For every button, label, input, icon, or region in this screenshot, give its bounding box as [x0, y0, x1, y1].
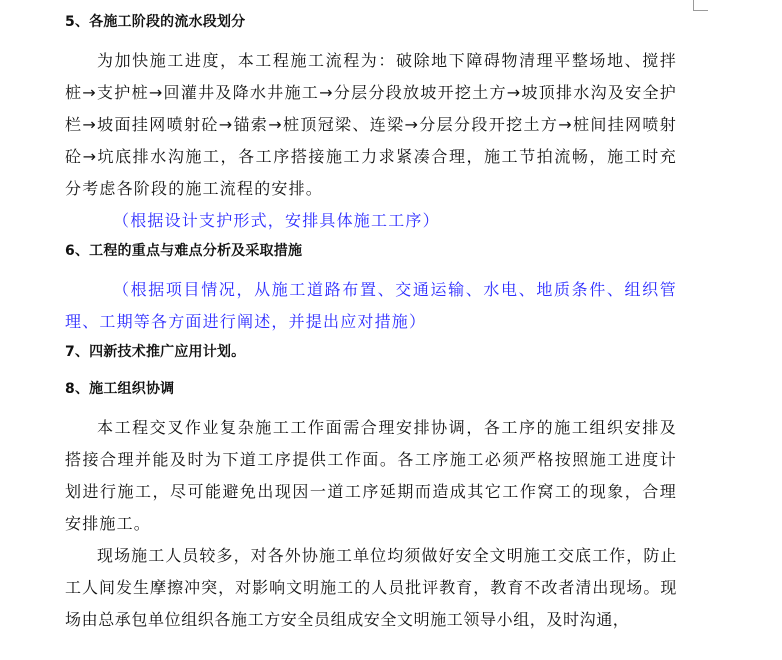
section-8-heading: 8、施工组织协调: [65, 381, 175, 397]
section-5-paragraph: 为加快施工进度，本工程施工流程为：破除地下障碍物清理平整场地、搅拌桩→支护桩→回灌井及降水井施工→分层分段放坡开挖土方→坡顶排水沟及安全护栏→坡面挂网喷射砼→锚索→桩顶冠梁、连梁→分层分段开挖土方→桩间挂网喷射砼→坑底排水沟施工，各工序搭接施工力求紧凑合理，施工节拍流畅，施工时充分考虑各阶段的施工流程的安排。: [65, 51, 677, 198]
section-7-heading: 7、四新技术推广应用计划。: [65, 344, 246, 360]
section-8-paragraph-1: 本工程交叉作业复杂施工工作面需合理安排协调，各工序的施工组织安排及搭接合理并能及时为下道工序提供工作面。各工序施工必须严格按照施工进度计划进行施工，尽可能避免出现因一道工序延期而造成其它工作窝工的现象，合理安排施工。: [65, 418, 677, 533]
document-body: [65, 8, 677, 636]
section-6-note: （根据项目情况，从施工道路布置、交通运输、水电、地质条件、组织管理、工期等各方面进行阐述，并提出应对措施）: [65, 280, 677, 331]
section-8-paragraph-2: 现场施工人员较多，对各外协施工单位均须做好安全文明施工交底工作，防止工人间发生摩擦冲突，对影响文明施工的人员批评教育，教育不改者清出现场。现场由总承包单位组织各施工方安全员组成安全文明施工领导小组，及时沟通，: [65, 546, 677, 629]
section-5-note: （根据设计支护形式，安排具体施工工序）: [113, 211, 440, 230]
section-5-heading: 5、各施工阶段的流水段划分: [65, 14, 246, 30]
section-6-heading: 6、工程的重点与难点分析及采取措施: [65, 243, 303, 259]
page-corner-mark: [693, 0, 708, 11]
